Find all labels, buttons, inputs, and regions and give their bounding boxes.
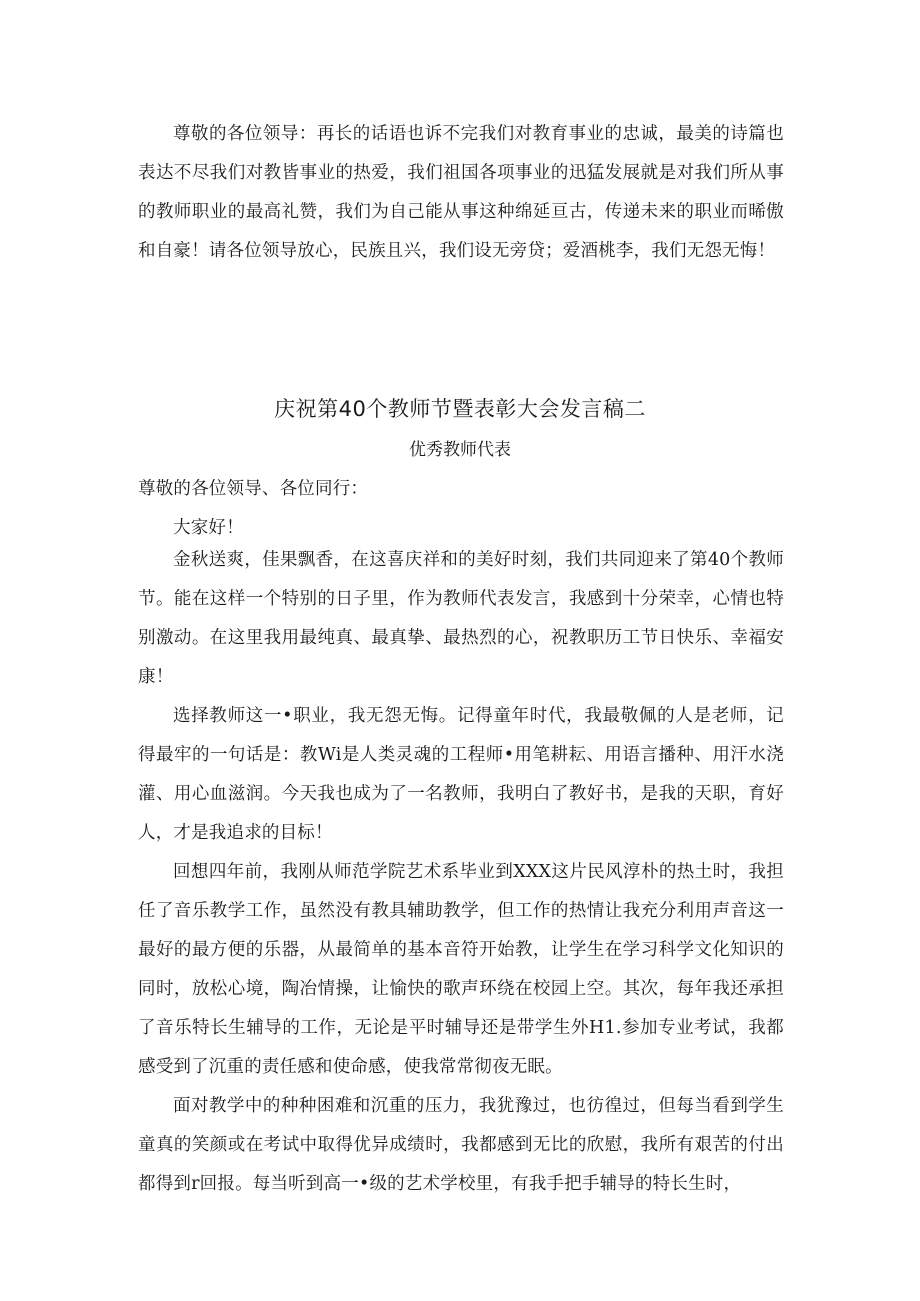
speech-subtitle: 优秀教师代表 xyxy=(409,440,511,460)
salutation: 尊敬的各位领导、各位同行： xyxy=(138,479,369,499)
greeting: 大家好！ xyxy=(173,518,244,538)
body-paragraph-4: 面对教学中的种种困难和沉重的压力，我犹豫过，也彷徨过，但每当看到学生童真的笑颜或在考试中取得优异成绩时，我都感到无比的欣慰，我所有艰苦的付出都得到r回报。每当听到高一•级的艺术学校里，有我手把手辅导的特长生时， xyxy=(138,1096,784,1194)
body-paragraph-1: 金秋送爽，佳果飘香，在这喜庆祥和的美好时刻，我们共同迎来了第40个教师节。能在这样一个特别的日子里，作为教师代表发言，我感到十分荣幸，心情也特别激动。在这里我用最纯真、最真挚、最热烈的心，祝教职历工节日快乐、幸福安康！ xyxy=(138,550,784,687)
body-paragraph-2: 选择教师这一•职业，我无怨无悔。记得童年时代，我最敬佩的人是老师，记得最牢的一句话是：教Wi是人类灵魂的工程师•用笔耕耘、用语言播种、用汗水浇灌、用心血滋润。今天我也成为了一名教师，我明白了教好书，是我的天职，育好人，才是我追求的目标！ xyxy=(138,706,784,843)
body-paragraph-3: 回想四年前，我刚从师范学院艺术系毕业到XXX这片民风淳朴的热土时，我担任了音乐教学工作，虽然没有教具辅助教学，但工作的热情让我充分利用声音这一最好的最方便的乐器，从最简单的基本音符开始教，让学生在学习科学文化知识的同时，放松心境，陶冶情操，让愉快的歌声环绕在校园上空。其次，每年我还承担了音乐特长生辅导的工作，无论是平时辅导还是带学生外H1.参加专业考试，我都感受到了沉重的责任感和使命感，使我常常彻夜无眠。 xyxy=(138,862,784,1077)
intro-paragraph: 尊敬的各位领导：再长的话语也诉不完我们对教育事业的忠诚，最美的诗篇也表达不尽我们对教皆事业的热爱，我们祖国各项事业的迅猛发展就是对我们所从事的教师职业的最高礼赞，我们为自己能从事这种绵延亘古，传递未来的职业而晞傲和自豪！请各位领导放心，民族且兴，我们设无旁贷；爱酒桃李，我们无怨无悔！ xyxy=(138,124,784,261)
speech-title: 庆祝第40个教师节暨表彰大会发言稿二 xyxy=(274,397,646,421)
